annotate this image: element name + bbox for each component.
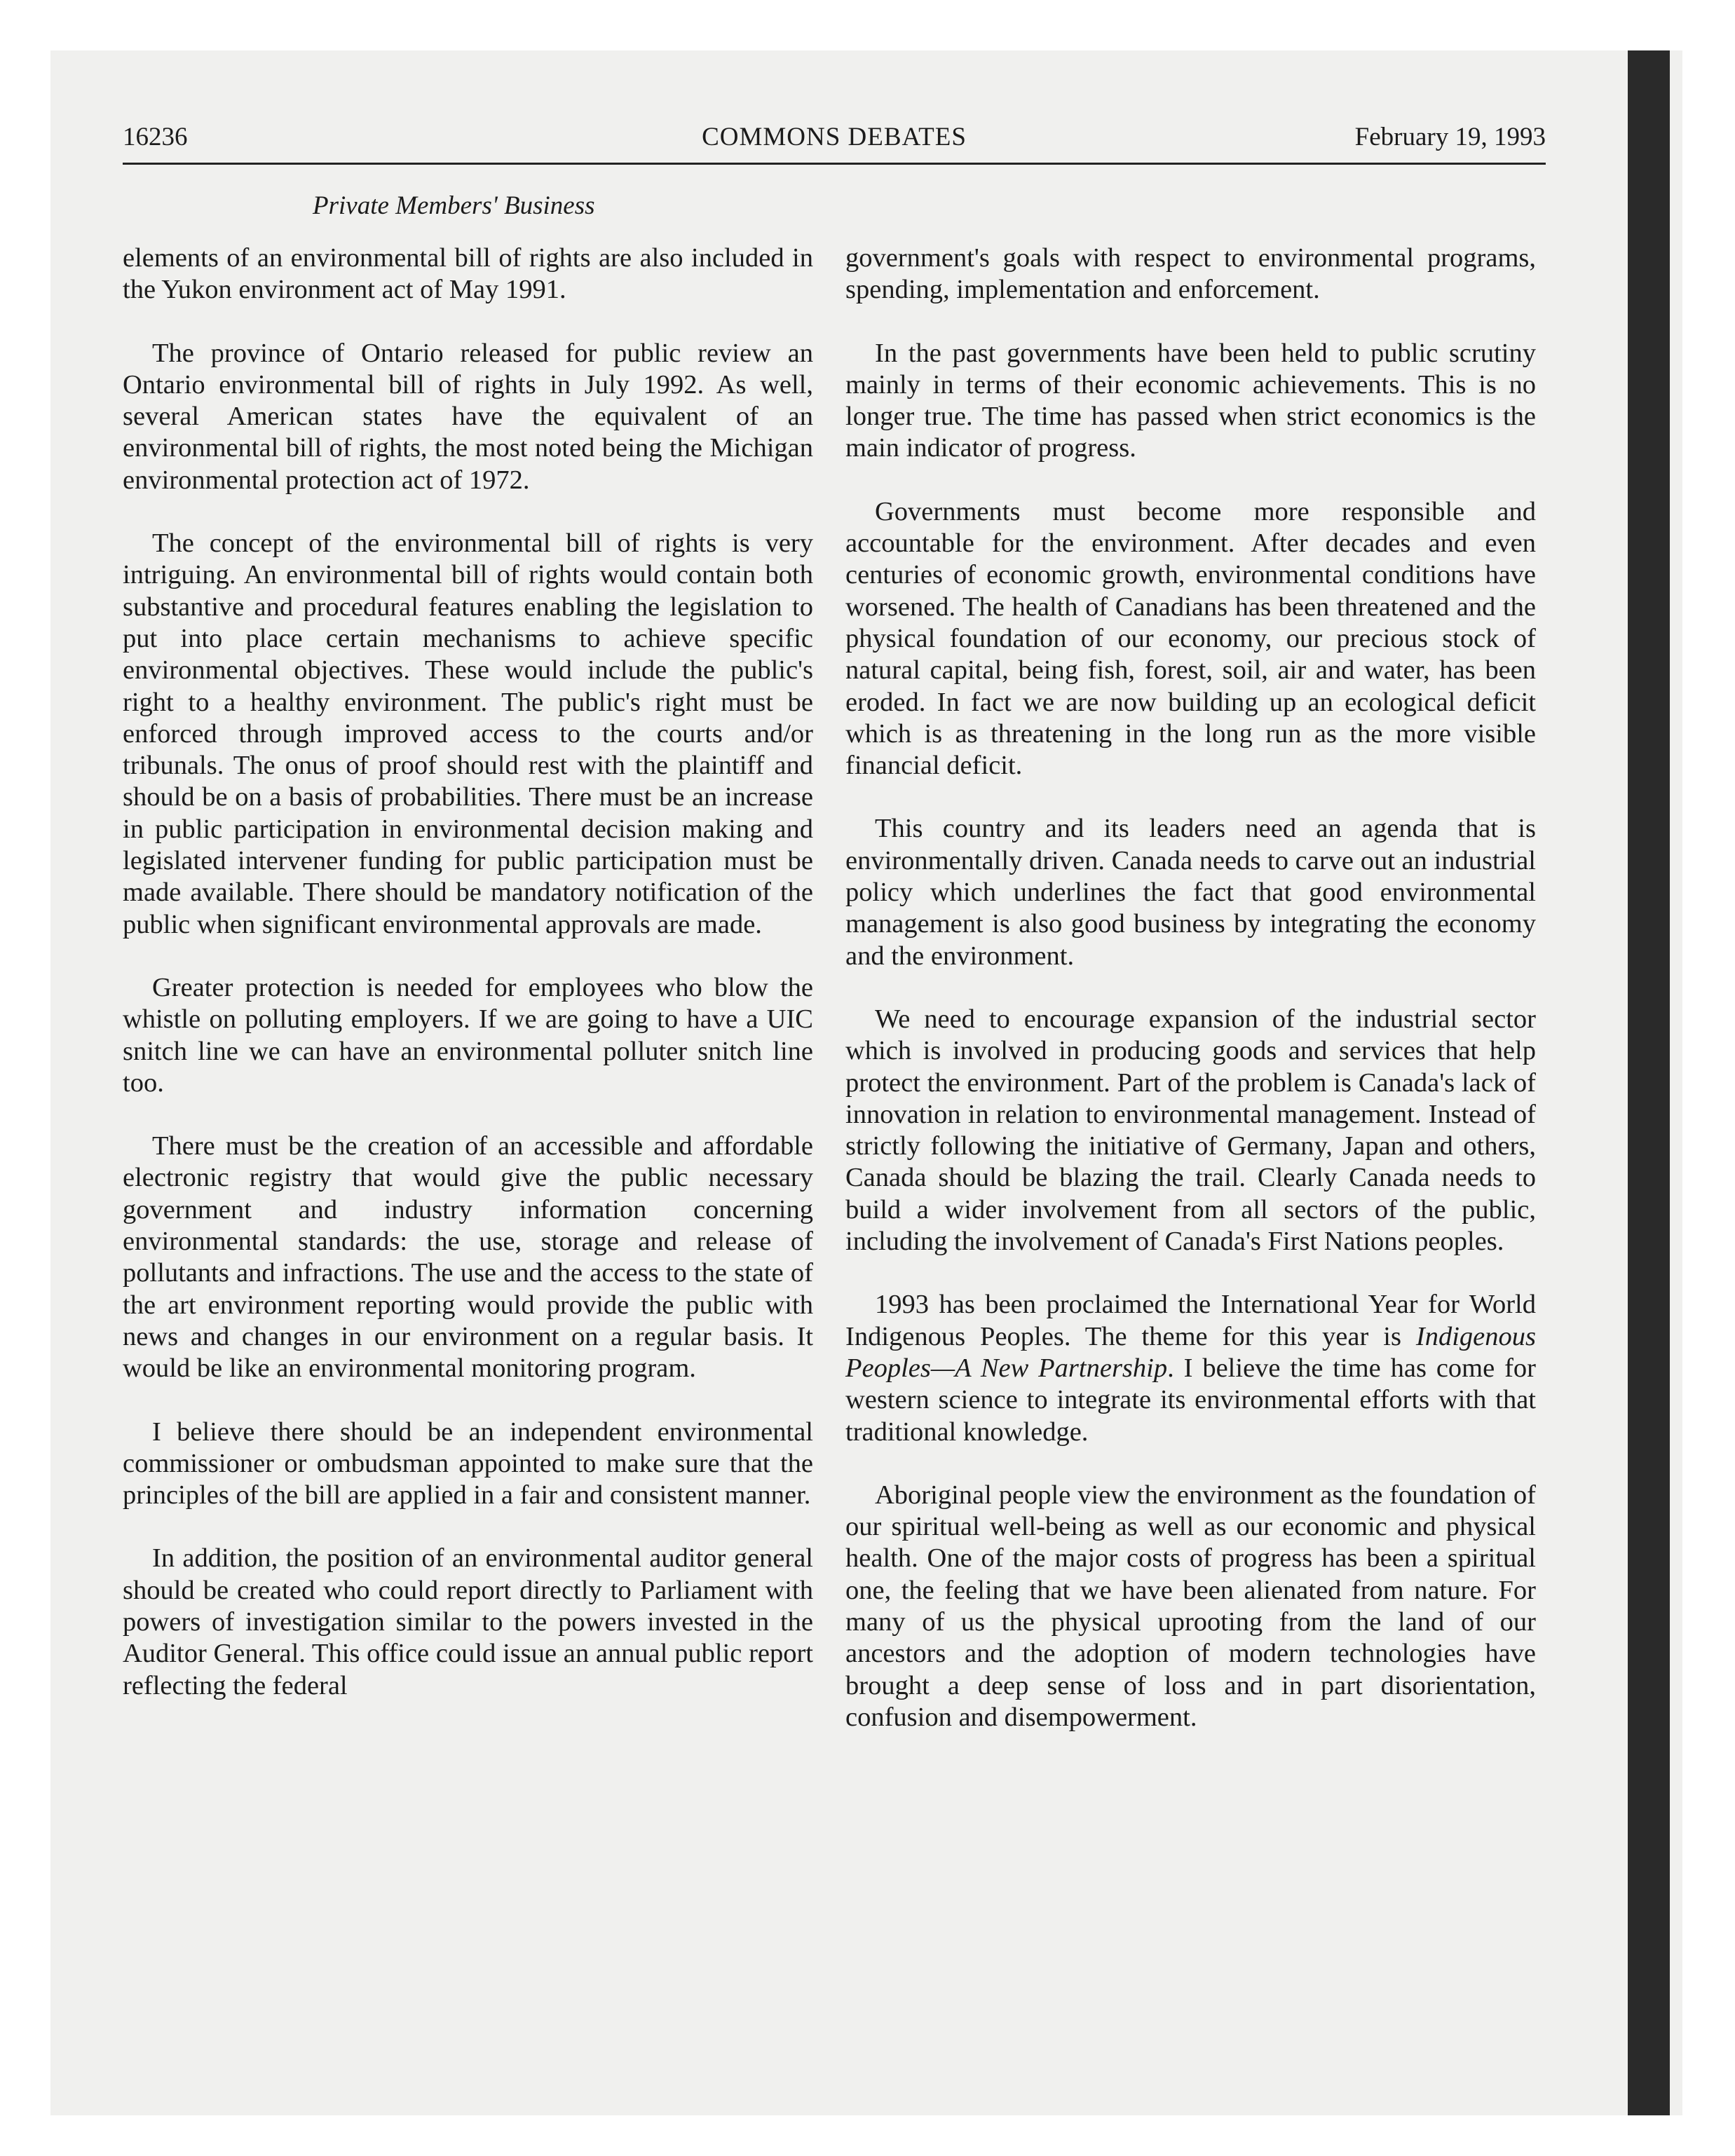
publication-title: COMMONS DEBATES — [702, 123, 967, 151]
paragraph: In the past governments have been held to public scrutiny mainly in terms of their economic achievements. This is no longer true. The time has passed when strict economics is the main indicator of progress. — [845, 338, 1536, 463]
paragraph: I believe there should be an independent environmental commissioner or ombudsman appointed to make sure that the principles of the bill are applied in a fair and consistent manner. — [123, 1417, 813, 1510]
scan-edge-shadow — [1628, 50, 1670, 2115]
paragraph: Greater protection is needed for employees who blow the whistle on polluting employers. If we are going to have a UIC snitch line we can have an environmental polluter snitch line too. — [123, 972, 813, 1098]
paragraph-text: . I believe the time has come for western science to integrate its environmental efforts with that traditional knowledge. — [845, 1353, 1536, 1447]
paragraph: The concept of the environmental bill of rights is very intriguing. An environmental bill of rights would contain both substantive and procedural features enabling the legislation to put into place certain mechanisms to achieve specific environmental objectives. These would include the public's right to a healthy environment. The public's right must be enforced through improved access to the courts and/or tribunals. The onus of proof should rest with the plaintiff and should be on a basis of probabilities. There must be an increase in public participation in environmental decision making and legislated intervener funding for public participation must be made available. There should be mandatory notification of the public when significant environmental approvals are made. — [123, 528, 813, 939]
paragraph: The province of Ontario released for public review an Ontario environmental bill of rights in July 1992. As well, several American states have the equivalent of an environmental bill of rights, the most noted being the Michigan environmental protection act of 1972. — [123, 338, 813, 495]
paragraph: elements of an environmental bill of rights are also included in the Yukon environment act of May 1991. — [123, 243, 813, 305]
paragraph: There must be the creation of an accessible and affordable electronic registry that would give the public necessary government and industry information concerning environmental standards: the use, storage and release of pollutants and infractions. The use and the access to the state of the art environment reporting would provide the public with news and changes in our environment on a regular basis. It would be like an environmental monitoring program. — [123, 1131, 813, 1384]
paragraph: government's goals with respect to environmental programs, spending, implementation and enforcement. — [845, 243, 1536, 305]
page-number: 16236 — [123, 123, 188, 151]
theme-title: Indigenous Peoples—A New Partnership — [845, 1321, 1536, 1383]
paragraph: We need to encourage expansion of the industrial sector which is involved in producing goods and services that help protect the environment. Part of the problem is Canada's lack of innovation in relation to environmental management. Instead of strictly following the initiative of Germany, Japan and others, Canada should be blazing the trail. Clearly Canada needs to build a wider involvement from all sectors of the public, including the involvement of Canada's First Nations peoples. — [845, 1004, 1536, 1257]
paragraph: Aboriginal people view the environment as the foundation of our spiritual well-being as well as our economic and physical health. One of the major costs of progress has been a spiritual one, the feeling that we have been alienated from nature. For many of us the physical uprooting from the land of our ancestors and the adoption of modern technologies have brought a deep sense of loss and in part disorientation, confusion and disempowerment. — [845, 1480, 1536, 1732]
section-label: Private Members' Business — [313, 191, 595, 220]
page-header — [123, 121, 1546, 165]
paragraph — [845, 1289, 1536, 1447]
paragraph: This country and its leaders need an agenda that is environmentally driven. Canada needs to carve out an industrial policy which underlines the fact that good environmental management is also good business by integrating the economy and the environment. — [845, 814, 1536, 971]
left-column — [123, 243, 813, 1702]
paragraph: Governments must become more responsible and accountable for the environment. After decades and even centuries of economic growth, environmental conditions have worsened. The health of Canadians has been threatened and the physical foundation of our economy, our precious stock of natural capital, being fish, forest, soil, air and water, has been eroded. In fact we are now building up an ecological deficit which is as threatening in the long run as the more visible financial deficit. — [845, 496, 1536, 781]
publication-date: February 19, 1993 — [1354, 123, 1546, 151]
paragraph: In addition, the position of an environmental auditor general should be created who could report directly to Parliament with powers of investigation similar to the powers invested in the Auditor General. This office could issue an annual public report reflecting the federal — [123, 1543, 813, 1700]
right-column — [845, 243, 1536, 1733]
paragraph-text: 1993 has been proclaimed the International Year for World Indigenous Peoples. The theme for this year is — [845, 1290, 1536, 1351]
